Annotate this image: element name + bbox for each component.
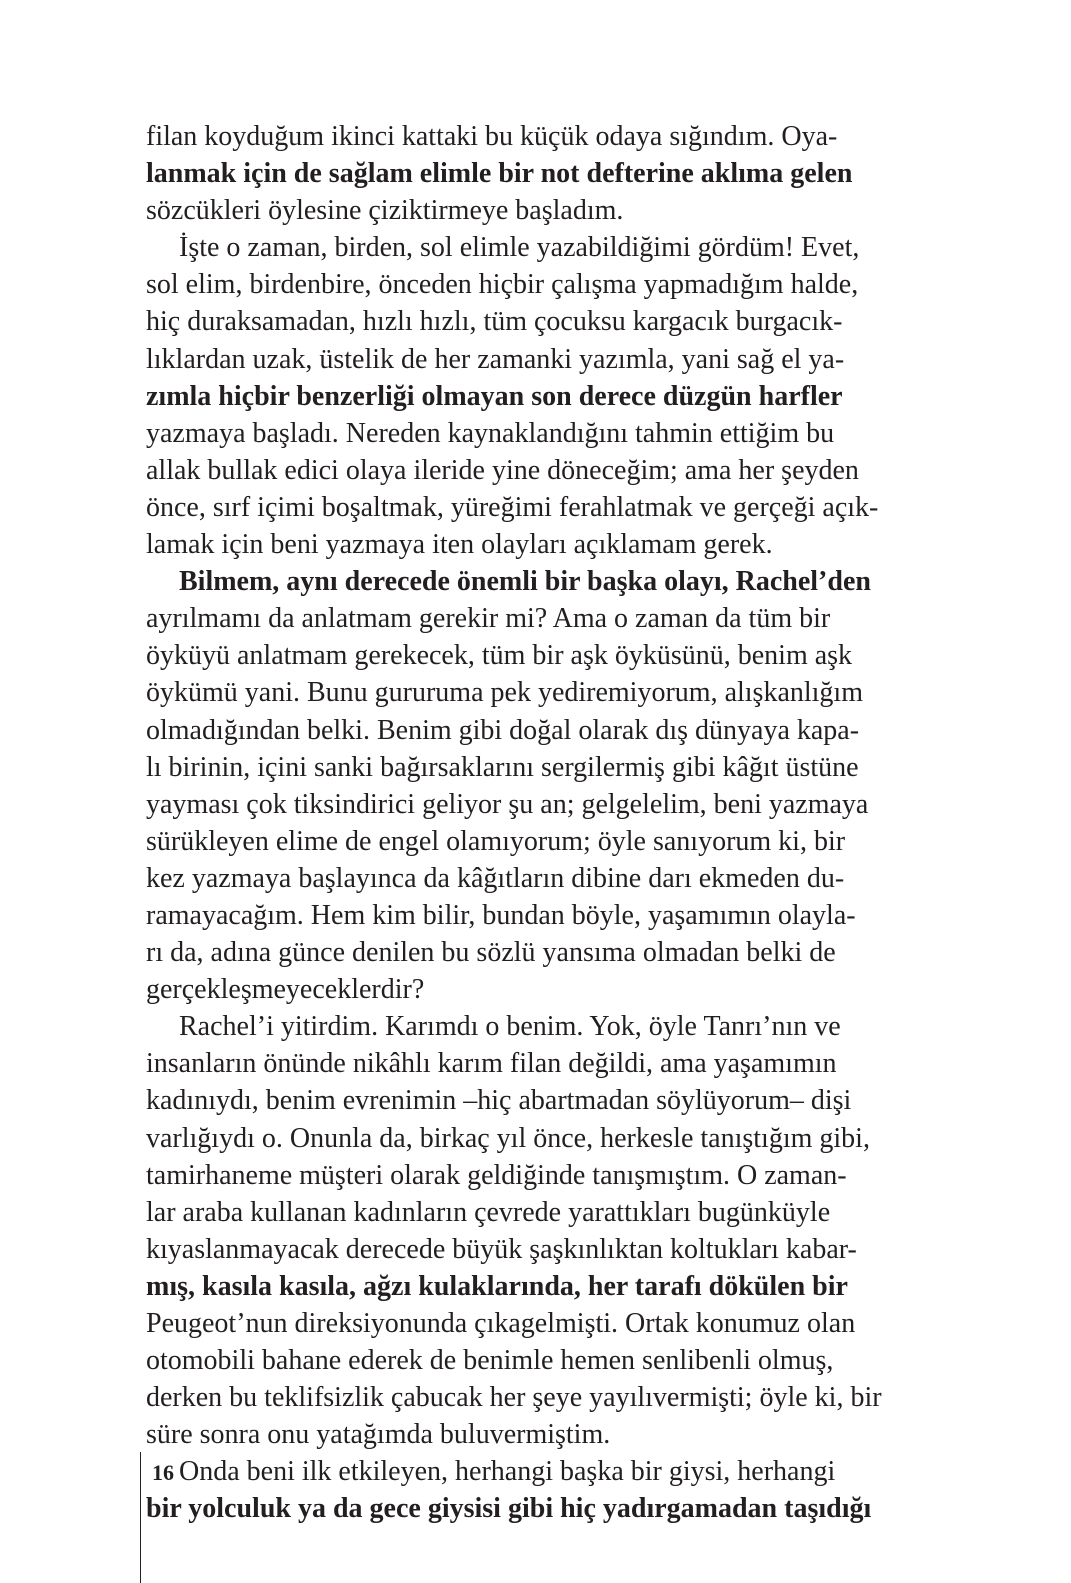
text-line: olmadığından belki. Benim gibi doğal olarak dış dünyaya kapa- <box>146 714 860 746</box>
text-line: lar araba kullanan kadınların çevrede yarattıkları bugünküyle <box>146 1196 831 1228</box>
text-line: gerçekleşmeyeceklerdir? <box>146 974 425 1006</box>
text-line: İşte o zaman, birden, sol elimle yazabildiğimi gördüm! Evet, <box>179 232 860 264</box>
margin-rule <box>140 1452 141 1583</box>
text-line: Peugeot’nun direksiyonunda çıkagelmişti. Ortak konumuz olan <box>146 1308 856 1339</box>
text-line: Rachel’i yitirdim. Karımdı o benim. Yok, öyle Tanrı’nın ve <box>179 1011 841 1043</box>
text-line: varlığıydı o. Onunla da, birkaç yıl önce, herkesle tanıştığım gibi, <box>146 1122 870 1154</box>
text-line: allak bullak edici olaya ileride yine döneceğim; ama her şeyden <box>146 454 859 486</box>
text-line: sol elim, birdenbire, önceden hiçbir çalışma yapmadığım halde, <box>146 269 859 301</box>
text-line: ayrılmamı da anlatmam gerekir mi? Ama o zaman da tüm bir <box>146 603 831 635</box>
text-line: kıyaslanmayacak derecede büyük şaşkınlıktan koltukları kabar- <box>146 1233 857 1265</box>
text-line: derken bu teklifsizlik çabucak her şeye yayılıvermişti; öyle ki, bir <box>146 1382 882 1414</box>
text-line: Onda beni ilk etkileyen, herhangi başka bir giysi, herhangi <box>179 1456 836 1488</box>
text-line: zımla hiçbir benzerliği olmayan son derece düzgün harfler <box>146 380 843 412</box>
text-line: filan koyduğum ikinci kattaki bu küçük odaya sığındım. Oya- <box>146 121 838 152</box>
text-line: sürükleyen elime de engel olamıyorum; öyle sanıyorum ki, bir <box>146 825 846 857</box>
text-line: Bilmem, aynı derecede önemli bir başka olayı, Rachel’den <box>179 566 871 598</box>
text-line: süre sonra onu yatağımda buluvermiştim. <box>146 1419 611 1451</box>
text-line: sözcükleri öylesine çiziktirmeye başladım. <box>146 195 624 227</box>
text-line: hiç duraksamadan, hızlı hızlı, tüm çocuksu kargacık burgacık- <box>146 306 843 338</box>
text-line: önce, sırf içimi boşaltmak, yüreğimi ferahlatmak ve gerçeği açık- <box>146 491 879 523</box>
text-line: yayması çok tiksindirici geliyor şu an; gelgelelim, beni yazmaya <box>146 788 869 820</box>
text-line: lı birinin, içini sanki bağırsaklarını sergilermiş gibi kâğıt üstüne <box>146 751 859 783</box>
page-number: 16 <box>152 1460 174 1485</box>
text-line: öykümü yani. Bunu gururuma pek yediremiyorum, alışkanlığım <box>146 677 863 709</box>
text-line: yazmaya başladı. Nereden kaynaklandığını tahmin ettiğim bu <box>146 417 835 449</box>
text-line: lamak için beni yazmaya iten olayları açıklamam gerek. <box>146 529 773 561</box>
text-line: kadınıydı, benim evrenimin –hiç abartmadan söylüyorum– dişi <box>146 1085 852 1117</box>
text-line: ramayacağım. Hem kim bilir, bundan böyle, yaşamımın olayla- <box>146 899 856 931</box>
text-line: tamirhaneme müşteri olarak geldiğinde tanışmıştım. O zaman- <box>146 1159 847 1191</box>
text-line: öyküyü anlatmam gerekecek, tüm bir aşk öyküsünü, benim aşk <box>146 640 853 672</box>
text-line: mış, kasıla kasıla, ağzı kulaklarında, her tarafı dökülen bir <box>146 1270 848 1302</box>
text-line: lıklardan uzak, üstelik de her zamanki yazımla, yani sağ el ya- <box>146 343 845 375</box>
text-line: rı da, adına günce denilen bu sözlü yansıma olmadan belki de <box>146 937 836 969</box>
body-text <box>146 118 922 1528</box>
text-line: otomobili bahane ederek de benimle hemen senlibenli olmuş, <box>146 1345 834 1377</box>
text-line: lanmak için de sağlam elimle bir not defterine aklıma gelen <box>146 158 853 190</box>
text-line: bir yolculuk ya da gece giysisi gibi hiç yadırgamadan taşıdığı <box>146 1493 872 1525</box>
text-line: kez yazmaya başlayınca da kâğıtların dibine darı ekmeden du- <box>146 862 845 894</box>
text-line: insanların önünde nikâhlı karım filan değildi, ama yaşamımın <box>146 1048 837 1080</box>
